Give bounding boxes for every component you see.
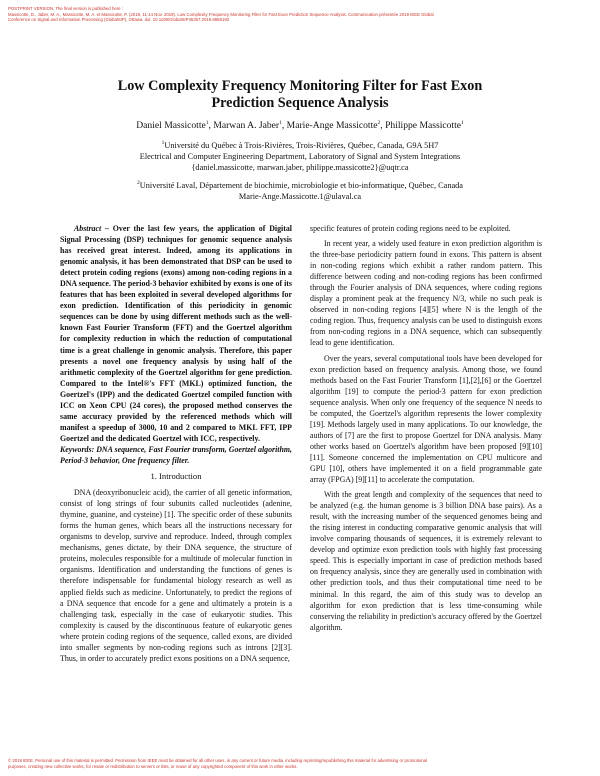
title-line-2: Prediction Sequence Analysis xyxy=(211,95,389,111)
postprint-line-1: POSTPRINT VERSION. The final version is published here : xyxy=(8,6,123,11)
postprint-notice xyxy=(8,6,592,23)
affiliation-2-number: 2 xyxy=(137,180,140,187)
keywords: Keywords: DNA sequence, Fast Fourier transform, Goertzel algorithm, Period-3 behavior, One frequency filter. xyxy=(60,444,292,465)
abstract xyxy=(60,223,292,444)
author-4: Philippe Massicotte xyxy=(385,120,462,131)
intro-paragraph-4: With the great length and complexity of the sequences that need to be analyzed (e.g. the human genome is 3 billion DNA base pairs). As a result, with the increasing number of the sequenced genomes being and the rising interest in conducting comparative genomic analysis that will involve comparing thousands of sequences, it is extremely relevant to develop and optimize exon prediction tools with highly fast processing speed. This is especially important in case of prediction methods based on frequency analysis, since they are generally used in combination with other prediction tools, and thus their computational time need to be minimal. In this regard, the aim of this study was to develop an algorithm for exon prediction that is less time-consuming while conserving the reliability in prediction's accuracy offered by the Goertzel algorithm. xyxy=(310,490,542,632)
section-heading-introduction: 1. Introduction xyxy=(150,471,202,482)
affiliation-1-department: Electrical and Computer Engineering Department, Laboratory of Signal and System Integrations xyxy=(139,152,461,162)
intro-paragraph-3: Over the years, several computational tools have been developed for exon prediction based on frequency analysis. Among those, we found methods based on the Fast Fourier Transform [1],[2],[6] or the Goertzel algorithm [19] to compute the period-3 pattern for exon prediction sequence analysis. When only one frequency of the sequence N needs to be computed, the Goertzel's algorithm represents the lower complexity [19]. Methods largely used in many applications. To our knowledge, the authors of [7] are the first to propose Goertzel for DNA analysis. Many other works based on Goertzel's algorithm have been proposed [9][10][11]. Someone concerned the implementation on CPU multicore and GPU [10], others have implemented it on a field programmable gate array (FPGA) [9][11] to accelerate the computation. xyxy=(310,353,542,485)
author-3: Marie-Ange Massicotte xyxy=(286,120,378,131)
affiliation-1-institution: Université du Québec à Trois-Rivières, Trois-Rivières, Québec, Canada, G9A 5H7 xyxy=(164,141,439,150)
intro-paragraph-continued: specific features of protein coding regions need to be exploited. xyxy=(310,224,511,233)
title-line-1: Low Complexity Frequency Monitoring Filter for Fast Exon xyxy=(117,78,483,94)
copyright-notice xyxy=(8,758,592,769)
abstract-text: – Over the last few years, the application of Digital Signal Processing (DSP) techniques for genomic sequence analysis has received great interest. Indeed, among its applications in genomic analysis, it has been demonstrated that DSP can be used to detect protein coding regions (exons) among non-coding regions in a DNA sequence. The period-3 behavior exhibited by exons is one of its features that has been exploited in several developed algorithms for exon prediction. Identification of this periodicity in genomic sequences can be done by using different methods such as the well-known Fast Fourier Transform (FFT) and the Goertzel algorithm for complexity reduction in which the reduction of computational time is a great challenge in genomic analysis. Therefore, this paper presents a novel one frequency analysis by using half of the arithmetic complexity of the Goertzel algorithm for gene prediction. Compared to the Intel®'s FFT (MKL) optimized function, the Goertzel's (IPP) and the dedicated Goertzel compiled function with ICC on Xeon CPU (24 cores), the proposed method conserves the same accuracy provided by the referenced methods which will manifest a speedup of 3000, 10 and 2 compared to MKL FFT, IPP Goertzel and the dedicated Goertzel with ICC, respectively. xyxy=(60,224,292,443)
author-2-affil: 1 xyxy=(279,119,282,126)
right-column xyxy=(310,223,542,633)
postprint-line-2: Massicotte, D., Jaber, M. A., Massicotte, M. A. et Massicotte, P. (2019, 11-14 Nov. 2019). Low Complexity Frequency Monitoring Filter for Fast Exon Prediction Sequence Analysis. Communication présentée 2019 IEEE Global xyxy=(8,11,434,17)
left-column xyxy=(60,223,292,664)
author-2: Marwan A. Jaber xyxy=(213,120,280,131)
intro-paragraph-1: DNA (deoxyribonucleic acid), the carrier of all genetic information, consist of long strings of four subunits called nucleotides (adenine, thymine, guanine, and cysteine) [1]. The specific order of these subunits forms the human genes, which bears all the instructions necessary for organisms to develop, survive and reproduce. Indeed, through complex mechanisms, genes dictate, by their DNA sequence, the structure of proteins, molecules responsible for a multitude of molecular function in organisms. Identification and understanding the functions of genes is therefore indispensable for fundamental biology research as well as applied fields such as medicine. Unfortunately, to predict the regions of a DNA sequence that encode for a gene and ultimately a protein is a challenging task, especially in the case of eukaryotic studies. This complexity is caused by the discontinuous feature of eukaryotic genes where protein coding regions of the sequence, called exons, are divided into smaller segments by non-coding regions such as introns [2][3]. Thus, in order to accurately predict exons positions on a DNA sequence, xyxy=(60,488,292,663)
author-1: Daniel Massicotte xyxy=(136,120,206,131)
abstract-label: Abstract xyxy=(74,224,102,233)
affiliation-1-number: 1 xyxy=(161,140,165,147)
affiliation-1 xyxy=(0,140,600,174)
affiliation-2 xyxy=(0,180,600,202)
affiliation-2-email: Marie-Ange.Massicotte.1@ulaval.ca xyxy=(238,192,362,202)
copyright-line-1: © 2019 IEEE. Personal use of this material is permitted. Permission from IEEE must be obtained for all other uses, in any current or future media, including reprinting/republishing this material for advertising or promotional xyxy=(8,758,427,763)
postprint-line-3: Conference on Signal and Information Processing (GlobalSIP), Ottawa. doi: 10.1109/GlobalSIP45357.2019.8969192 xyxy=(8,17,230,23)
author-4-affil: 1 xyxy=(461,119,464,126)
author-3-affil: 2 xyxy=(377,119,381,126)
intro-paragraph-2: In recent year, a widely used feature in exon prediction algorithm is the three-base periodicity pattern found in exons. This pattern is absent in non-coding regions which exhibit a rather random pattern. This difference between coding and non-coding regions has been confirmed through the Fourier analysis of DNA sequences, where coding regions display a prominent peak at the frequency N/3, while no such peak is observed in non-coding regions [4][5] where N is the length of the coding region. Thus, frequency analysis can be used to distinguish exons from non-coding regions in a DNA sequence, which can subsequently lead to gene identification. xyxy=(310,239,542,348)
paper-title xyxy=(0,78,600,112)
author-1-affil: 1 xyxy=(205,119,209,126)
author-list: Daniel Massicotte$^1$, Marwan A. Jaber$^1$, Marie-Ange Massicotte$^2$, Philippe Massicotte$^1$ xyxy=(136,119,464,131)
affiliation-2-institution: Université Laval, Département de biochimie, microbiologie et bio-informatique, Québec, Canada xyxy=(139,181,463,190)
copyright-line-2: purposes, creating new collective works, for resale or redistribution to servers or lists, or reuse of any copyrighted component of this work in other works. xyxy=(8,763,298,769)
affiliation-1-emails: {daniel.massicotte, marwan.jaber, philippe.massicotte2}@uqtr.ca xyxy=(191,163,409,173)
